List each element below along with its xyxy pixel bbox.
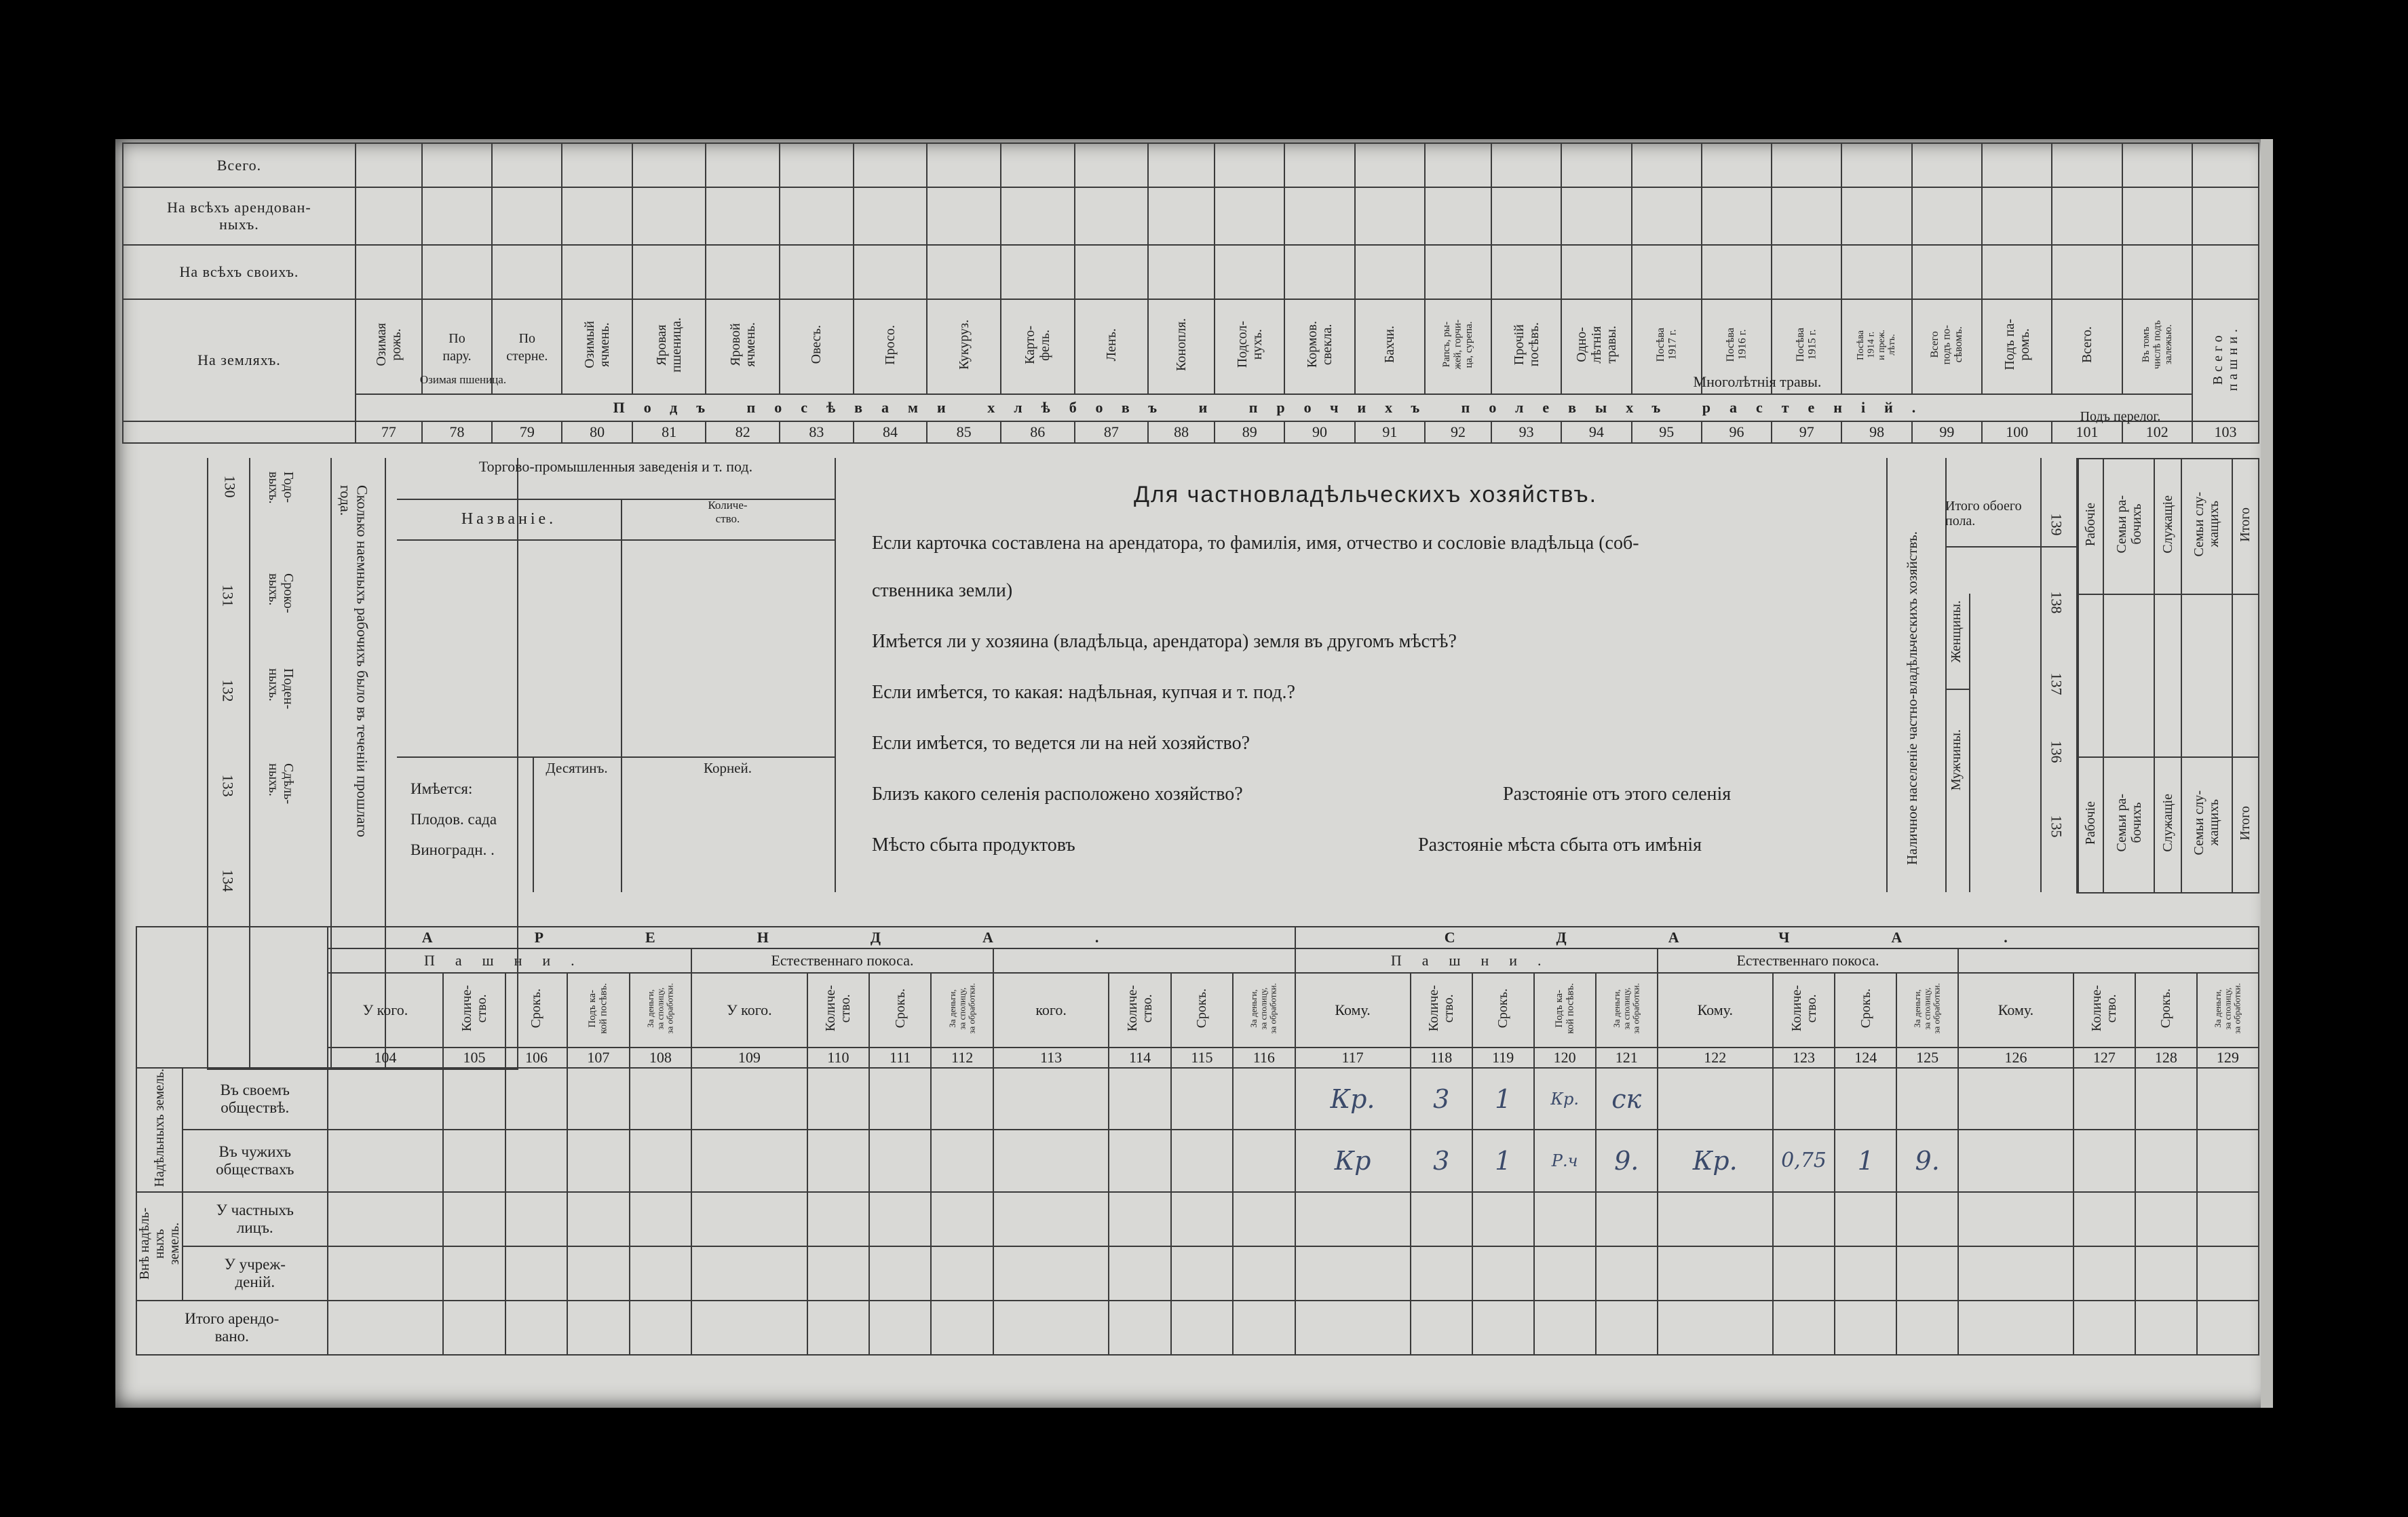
group-nadelnye: Надѣльныхъ земель. [152, 1069, 167, 1187]
col-number: 92 [1425, 421, 1491, 443]
col-number: 104 [328, 1048, 444, 1068]
col-number: 82 [706, 421, 780, 443]
col-number: 117 [1295, 1048, 1411, 1068]
col-number: 125 [1896, 1048, 1958, 1068]
crop-header: Всего пашни. [2210, 325, 2240, 391]
lease-col: Количе- ство. [1789, 984, 1819, 1032]
hw-term: 1 [1495, 1083, 1512, 1114]
row-label-svoem: Въ своемъ обществѣ. [183, 1068, 328, 1130]
lease-col: За деньги, за сполицу, за обработки. [1248, 982, 1278, 1034]
col-number: 91 [1355, 421, 1425, 443]
hired-label: Поден- ныхъ. [266, 668, 296, 710]
lease-col: Подъ ка- кой посѣвъ. [587, 982, 609, 1034]
pokos-header: Естественнаго покоса. [1658, 948, 1958, 973]
pop-num: 135 [2048, 815, 2065, 838]
col-number: 116 [1233, 1048, 1295, 1068]
women-label: Женщины. [1949, 600, 1964, 663]
crop-header: Яровой ячмень. [727, 322, 758, 367]
workers-col-header: Итого [2238, 507, 2253, 542]
arenda-header: АРЕНДА. [328, 927, 1295, 948]
sad-label: Плодов. сада [410, 811, 497, 828]
col-number: 127 [2073, 1048, 2135, 1068]
hw-crop: Р.ч [1551, 1151, 1578, 1170]
hw-pokos-komu: Кр. [1692, 1145, 1738, 1176]
hw-term: 1 [1495, 1145, 1512, 1176]
crop-table [122, 142, 2259, 444]
lease-col: За деньги, за сполицу, за обработки. [1611, 982, 1641, 1034]
crop-header: Одно- лѣтнія травы. [1573, 326, 1619, 364]
population-block [1886, 458, 2079, 892]
crop-header: Просо. [882, 324, 898, 365]
lease-col: За деньги, за сполицу, за обработки. [947, 982, 977, 1034]
crop-header: Бахчи. [1382, 326, 1398, 364]
col-number: 78 [422, 421, 492, 443]
col-number: 88 [1148, 421, 1215, 443]
col-number: 111 [869, 1048, 931, 1068]
crop-header: Всего подъ по- сѣвомъ. [1929, 324, 1965, 365]
question-market-distance: Разстояніе мѣста сбыта отъ имѣнія [1418, 834, 1702, 856]
lease-col: Подъ ка- кой посѣвъ. [1553, 982, 1576, 1034]
pashni-header: Пашни. [1295, 948, 1658, 973]
col-number: 107 [567, 1048, 629, 1068]
crop-header: Карто- фель. [1023, 325, 1053, 364]
col-number: 112 [931, 1048, 993, 1068]
row-label-arendovannykh: На всѣхъ арендован- ныхъ. [123, 187, 356, 245]
hw-komu: Кр. [1330, 1083, 1375, 1114]
men-label: Мужчины. [1949, 729, 1964, 791]
row-label-uchrezhdeniy: У учреж- деній. [183, 1246, 328, 1301]
question-village: Близъ какого селенія расположено хозяйство? [872, 784, 1243, 805]
row-label-chastnykh: У частныхъ лицъ. [183, 1192, 328, 1246]
hired-num: 134 [219, 869, 237, 892]
crop-header: Рапсъ, ры- жей, горчи- ца, сурепа. [1441, 320, 1475, 370]
col-number: 119 [1472, 1048, 1534, 1068]
lease-col: За деньги, за сполицу, за обработки. [1912, 982, 1942, 1034]
lease-col: У кого. [691, 973, 807, 1048]
col-number: 79 [492, 421, 562, 443]
lease-col: Срокъ. [2158, 988, 2174, 1029]
row-label-vsego: Всего. [123, 143, 356, 187]
crop-header: Посѣва 1916 г. [1724, 327, 1748, 362]
col-number: 124 [1835, 1048, 1896, 1068]
workers-col-footer: Семьи слу- жащихъ [2192, 790, 2222, 856]
col-number: 93 [1491, 421, 1561, 443]
col-number: 95 [1632, 421, 1702, 443]
row-label-itogo: Итого арендо- вано. [136, 1301, 328, 1355]
crop-header: Яровая пшеница. [654, 317, 685, 372]
hw-pay: ск [1611, 1083, 1642, 1114]
crop-header: Конопля. [1174, 318, 1189, 371]
workers-col-footer: Служащіе [2160, 794, 2175, 852]
crop-header: Ленъ. [1103, 328, 1119, 362]
question-market: Мѣсто сбыта продуктовъ [872, 834, 1075, 856]
hw-pokos-term: 1 [1857, 1145, 1874, 1176]
col-number: 120 [1534, 1048, 1596, 1068]
itogo-obo-label: Итого обоего пола. [1945, 499, 2022, 529]
census-card [115, 139, 2273, 1408]
col-number: 128 [2135, 1048, 2197, 1068]
lease-col: Срокъ. [1495, 988, 1511, 1029]
col-number: 122 [1658, 1048, 1773, 1068]
col-number: 80 [562, 421, 632, 443]
row-label-svoikh: На всѣхъ своихъ. [123, 245, 356, 299]
col-number: 113 [993, 1048, 1109, 1068]
hw-qty: 3 [1433, 1083, 1450, 1114]
lease-col: Срокъ. [1858, 988, 1873, 1029]
col-number: 86 [1001, 421, 1075, 443]
crop-header: Подсол- нухъ. [1234, 321, 1265, 368]
hired-num: 130 [221, 475, 239, 498]
sdacha-header: СДАЧА. [1295, 927, 2259, 948]
lease-col: Кому. [1658, 973, 1773, 1048]
lease-col: Срокъ. [892, 988, 908, 1029]
crop-header: По стерне. [506, 331, 548, 364]
workers-col-header: Рабочіе [2082, 502, 2098, 547]
col-number: 77 [356, 421, 422, 443]
col-number: 101 [2052, 421, 2122, 443]
col-number: 108 [630, 1048, 692, 1068]
pokos-header: Естественнаго покоса. [691, 948, 993, 973]
crop-header: Кукуруз. [956, 320, 972, 370]
workers-col-footer: Семьи ра- бочихъ [2114, 794, 2144, 852]
col-number: 121 [1596, 1048, 1658, 1068]
col-number: 106 [505, 1048, 567, 1068]
population-caption: Наличное населеніе частно-владѣльческихъ хозяйствъ. [1904, 531, 1920, 865]
col-number: 129 [2197, 1048, 2259, 1068]
has-label: Имѣется: [410, 780, 473, 797]
mnogoletnie-label: Многолѣтнія травы. [1693, 373, 1822, 390]
crop-header: По пару. [442, 331, 472, 364]
crop-header: Въ томъ числѣ подъ залежью. [2140, 320, 2174, 370]
korney-header: Корней. [703, 760, 752, 776]
hw-pay: 9. [1614, 1145, 1639, 1176]
question-owner-cont: ственника земли) [872, 580, 1013, 601]
workers-col-footer: Рабочіе [2082, 801, 2098, 845]
trade-qty-header: Количе- ство. [621, 499, 835, 541]
lease-col-headers [136, 973, 2259, 1048]
lease-col: Количе- ство. [459, 984, 490, 1032]
col-number: 87 [1075, 421, 1149, 443]
hired-num: 133 [219, 774, 237, 797]
pop-num: 136 [2048, 740, 2065, 763]
workers-col-header: Семьи слу- жащихъ [2192, 492, 2222, 557]
col-number: 81 [632, 421, 706, 443]
col-number: 110 [807, 1048, 869, 1068]
desyatin-header: Десятинъ. [546, 760, 608, 776]
pop-num: 137 [2048, 672, 2065, 695]
col-number: 90 [1284, 421, 1354, 443]
workers-col-footer: Итого [2238, 805, 2253, 841]
lease-col: Срокъ. [529, 988, 544, 1029]
col-number: 98 [1841, 421, 1911, 443]
private-title: Для частновладѣльческихъ хозяйствъ. [1133, 482, 1598, 507]
hw-komu: Кр [1334, 1145, 1371, 1176]
lease-col: Количе- ство. [823, 984, 854, 1032]
pashni-header: Пашни. [328, 948, 692, 973]
question-land-type: Если имѣется, то какая: надѣльная, купчая и т. под.? [872, 682, 1295, 703]
lease-col: Количе- ство. [2089, 984, 2120, 1032]
col-number: 96 [1702, 421, 1772, 443]
lease-col: Срокъ. [1194, 988, 1210, 1029]
trade-name-header: Названіе. [397, 499, 622, 541]
col-number: 97 [1772, 421, 1841, 443]
lease-col: У кого. [328, 973, 444, 1048]
col-number: 105 [443, 1048, 505, 1068]
col-number: 118 [1411, 1048, 1472, 1068]
col-number: 99 [1912, 421, 1982, 443]
question-farming: Если имѣется, то ведется ли на ней хозяйство? [872, 733, 1250, 754]
row-label-chuzhikh: Въ чужихъ обществахъ [183, 1130, 328, 1191]
pop-num: 138 [2048, 591, 2065, 614]
question-other-land: Имѣется ли у хозяина (владѣльца, арендатора) земля въ другомъ мѣстѣ? [872, 631, 1457, 652]
hw-crop: Кр. [1550, 1089, 1579, 1109]
lease-col: Кому. [1295, 973, 1411, 1048]
hired-label: Годо- выхъ. [266, 472, 296, 504]
col-number: 103 [2192, 421, 2259, 443]
card-edge [2261, 139, 2273, 1408]
workers-col-header: Служащіе [2160, 495, 2175, 554]
hw-pokos-qty: 0,75 [1781, 1149, 1827, 1173]
crop-header: Прочій посѣвъ. [1511, 322, 1542, 367]
crop-header: Посѣва 1917 г. [1654, 327, 1679, 362]
trade-block [397, 458, 836, 892]
col-number: 85 [927, 421, 1001, 443]
question-village-distance: Разстояніе отъ этого селенія [1503, 784, 1732, 805]
hired-caption: Сколько наемныхъ рабочихъ было въ теченіи прошлаго года. [337, 485, 371, 838]
crop-header: Посѣва 1914 г. и преж. лѣтъ. [1856, 329, 1898, 360]
crop-header: Овесъ. [809, 325, 824, 364]
vinograd-label: Виноградн. . [410, 841, 495, 858]
question-owner: Если карточка составлена на арендатора, то фамилія, имя, отчество и сословіе владѣльца (соб- [872, 533, 1639, 554]
crop-header: Озимая рожь. [373, 323, 404, 366]
pop-num: 139 [2048, 513, 2065, 536]
col-number: 102 [2122, 421, 2192, 443]
lease-col: Количе- ство. [1426, 984, 1457, 1032]
group-vne-nadelnykh: Внѣ надѣль- ныхъ земель. [137, 1208, 182, 1280]
col-number: 109 [691, 1048, 807, 1068]
lease-col: За деньги, за сполицу, за обработки. [2212, 982, 2242, 1034]
hired-num: 132 [219, 679, 237, 702]
lease-table [136, 926, 2259, 1356]
col-number: 94 [1561, 421, 1631, 443]
hw-pokos-pay: 9. [1915, 1145, 1940, 1176]
crop-header: Озимый ячмень. [582, 321, 613, 368]
lease-col: кого. [993, 973, 1109, 1048]
crop-header: Подъ па- ромъ. [2002, 319, 2032, 370]
workers-columns [2076, 458, 2259, 894]
col-number: 100 [1982, 421, 2052, 443]
hired-num: 131 [219, 584, 237, 607]
workers-col-header: Семьи ра- бочихъ [2114, 495, 2144, 554]
pod-perelog-label: Подъ перелог. [2080, 409, 2161, 424]
col-number: 123 [1773, 1048, 1835, 1068]
crop-banner: Подъ посѣвами хлѣбовъ и прочихъ полевыхъ растеній. [356, 394, 2192, 421]
lease-col: За деньги, за сполицу, за обработки. [645, 982, 675, 1034]
col-number: 89 [1215, 421, 1284, 443]
col-number: 83 [780, 421, 854, 443]
row-label-na-zemlyakh: На земляхъ. [123, 299, 356, 421]
crop-header: Всего. [2079, 326, 2095, 364]
crop-header: Посѣва 1915 г. [1795, 327, 1818, 362]
hired-label: Сдѣль- ныхъ. [266, 763, 296, 805]
col-number: 114 [1109, 1048, 1170, 1068]
ozimaya-pshenitsa-label: Озимая пшеница. [419, 373, 507, 386]
trade-title: Торгово-промышленныя заведенія и т. под. [397, 458, 835, 500]
lease-col: Кому. [1958, 973, 2073, 1048]
lease-col: Количе- ство. [1125, 984, 1155, 1032]
col-number: 115 [1171, 1048, 1233, 1068]
private-farms-block [848, 458, 1883, 892]
col-number: 126 [1958, 1048, 2073, 1068]
hired-label: Сроко- выхъ. [266, 573, 296, 613]
hw-qty: 3 [1433, 1145, 1450, 1176]
col-number: 84 [854, 421, 928, 443]
crop-header: Кормов. свекла. [1305, 321, 1335, 368]
